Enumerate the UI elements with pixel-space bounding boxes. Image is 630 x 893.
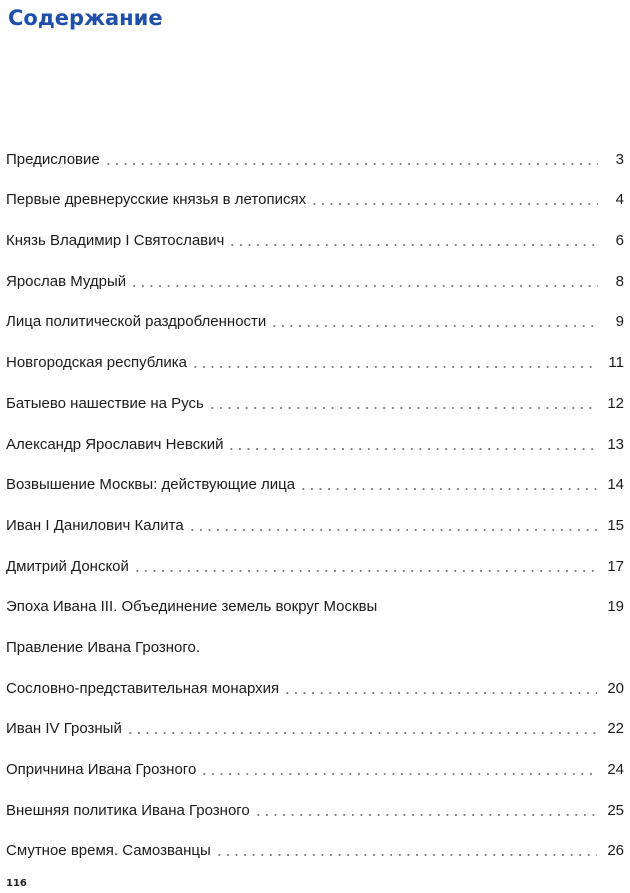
toc-entry-page-number: 3 [615, 150, 624, 168]
toc-entry[interactable] [6, 535, 624, 576]
toc-entry-title: Новгородская республика [6, 354, 188, 372]
toc-entry-title: Сословно-представительная монархия [6, 679, 280, 697]
toc-entry-title: Эпоха Ивана III. Объединение земель вокруг Москвы [6, 598, 378, 616]
toc-entry-page-number: 15 [607, 516, 624, 534]
toc-entry-page-number: 9 [615, 313, 624, 331]
toc-dot-leader [228, 243, 598, 247]
toc-entry-page-number: 11 [608, 354, 624, 372]
toc-dot-leader [204, 650, 598, 654]
toc-entry-title: Лица политической раздробленности [6, 313, 267, 331]
toc-entry[interactable] [6, 698, 624, 739]
toc-entry[interactable] [6, 413, 624, 454]
toc-entry[interactable] [6, 128, 624, 169]
toc-entry[interactable] [6, 454, 624, 495]
toc-entry-title: Смутное время. Самозванцы [6, 842, 211, 860]
toc-dot-leader [133, 569, 597, 573]
toc-entry[interactable] [6, 616, 624, 657]
toc-dot-leader [200, 772, 597, 776]
toc-entry[interactable] [6, 250, 624, 291]
toc-entry-title: Предисловие [6, 150, 100, 168]
toc-entry-page-number: 13 [607, 435, 624, 453]
toc-entry-title: Александр Ярославич Невский [6, 435, 224, 453]
toc-entry-page-number: 19 [607, 598, 624, 616]
toc-entry-page-number: 4 [615, 191, 624, 209]
toc-dot-leader [104, 162, 598, 166]
page-number: 116 [6, 878, 27, 889]
toc-dot-leader [299, 487, 597, 491]
table-of-contents [6, 128, 624, 860]
toc-entry[interactable] [6, 372, 624, 413]
toc-entry-title: Правление Ивана Грозного. [6, 638, 201, 656]
toc-entry-title: Внешняя политика Ивана Грозного [6, 801, 250, 819]
toc-dot-leader [215, 853, 598, 857]
toc-entry-page-number: 6 [615, 232, 624, 250]
toc-entry-page-number: 8 [615, 272, 624, 290]
toc-dot-leader [283, 691, 597, 695]
toc-entry-title: Батыево нашествие на Русь [6, 394, 204, 412]
toc-entry-title: Дмитрий Донской [6, 557, 129, 575]
toc-entry[interactable] [6, 657, 624, 698]
toc-entry-title: Иван IV Грозный [6, 720, 122, 738]
toc-entry-page-number: 22 [607, 720, 624, 738]
toc-dot-leader [270, 324, 598, 328]
toc-dot-leader [208, 406, 597, 410]
toc-entry-page-number: 14 [607, 476, 624, 494]
toc-entry-page-number: 12 [607, 394, 624, 412]
toc-dot-leader [310, 202, 598, 206]
page-title: Содержание [8, 6, 163, 30]
toc-entry[interactable] [6, 820, 624, 861]
toc-entry[interactable] [6, 779, 624, 820]
toc-entry-page-number: 25 [607, 801, 624, 819]
toc-entry[interactable] [6, 738, 624, 779]
toc-entry[interactable] [6, 209, 624, 250]
toc-dot-leader [254, 813, 598, 817]
toc-entry-page-number: 24 [607, 761, 624, 778]
toc-entry-page-number: 20 [607, 679, 624, 697]
toc-entry-title: Князь Владимир I Святославич [6, 232, 225, 250]
toc-entry-title: Иван I Данилович Калита [6, 516, 184, 534]
toc-entry-page-number: 17 [607, 557, 624, 575]
toc-dot-leader [130, 284, 598, 288]
toc-entry-title: Первые древнерусские князья в летописях [6, 191, 307, 209]
toc-entry[interactable] [6, 169, 624, 210]
toc-dot-leader [191, 365, 598, 369]
toc-entry[interactable] [6, 331, 624, 372]
toc-dot-leader [381, 609, 597, 613]
toc-entry-title: Ярослав Мудрый [6, 272, 127, 290]
toc-entry-title: Возвышение Москвы: действующие лица [6, 476, 296, 494]
toc-entry-title: Опричнина Ивана Грозного [6, 761, 197, 778]
toc-dot-leader [227, 447, 597, 451]
toc-dot-leader [188, 528, 598, 532]
toc-entry[interactable] [6, 494, 624, 535]
toc-entry[interactable] [6, 576, 624, 617]
toc-entry-page-number: 26 [607, 842, 624, 860]
toc-dot-leader [126, 731, 597, 735]
toc-entry[interactable] [6, 291, 624, 332]
